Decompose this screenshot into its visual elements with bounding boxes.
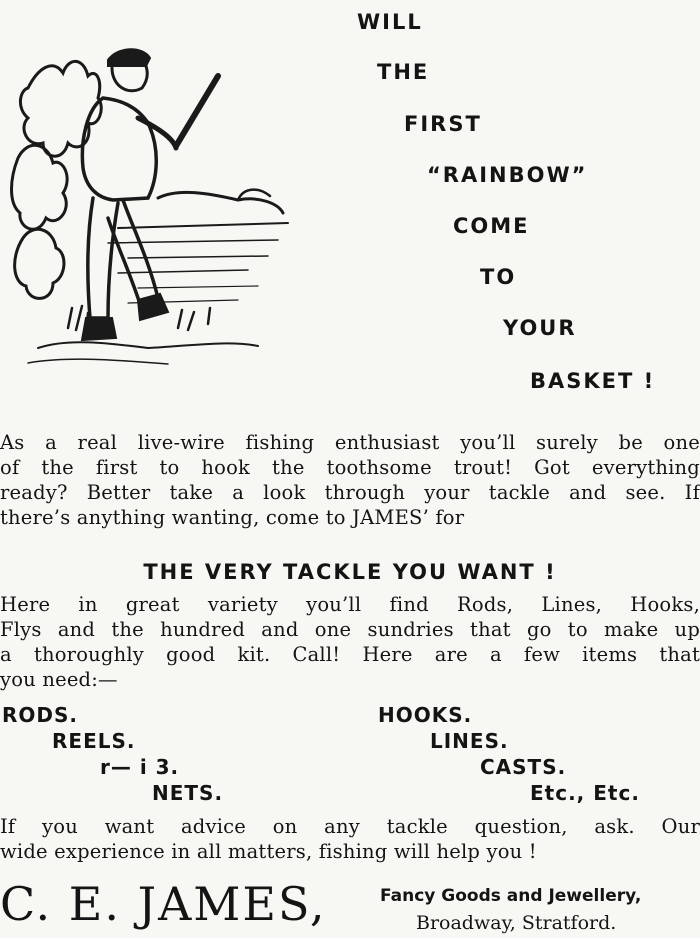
item-bags: r— i 3. xyxy=(100,755,180,779)
item-rods: RODS. xyxy=(2,703,79,727)
firm-trade: Fancy Goods and Jewellery, xyxy=(380,886,642,906)
variety-line-3: a thoroughly good kit. Call! Here are a few items that xyxy=(0,643,700,666)
headline-line-1: WILL xyxy=(357,10,423,34)
headline-line-6: TO xyxy=(480,265,517,289)
angler-illustration xyxy=(8,28,308,388)
headline-line-3: FIRST xyxy=(404,112,482,136)
headline-line-7: YOUR xyxy=(503,316,577,340)
variety-line-2: Flys and the hundred and one sundries that go to make up xyxy=(0,618,700,641)
item-etc: Etc., Etc. xyxy=(530,781,640,805)
firm-address: Broadway, Stratford. xyxy=(416,912,617,934)
intro-line-2: of the first to hook the toothsome trout! Got everything xyxy=(0,456,700,479)
variety-line-4: you need:— xyxy=(0,668,118,691)
item-reels: REELS. xyxy=(52,729,136,753)
advice-line-1: If you want advice on any tackle question, ask. Our xyxy=(0,815,700,838)
intro-line-3: ready? Better take a look through your tackle and see. If xyxy=(0,481,700,504)
variety-paragraph xyxy=(0,592,700,692)
intro-line-4: there’s anything wanting, come to JAMES’ for xyxy=(0,506,465,529)
variety-line-1: Here in great variety you’ll find Rods, Lines, Hooks, xyxy=(0,593,700,616)
item-casts: CASTS. xyxy=(480,755,567,779)
intro-paragraph xyxy=(0,430,700,530)
item-lines: LINES. xyxy=(430,729,509,753)
headline-line-8: BASKET ! xyxy=(530,369,656,393)
headline-line-4: “RAINBOW” xyxy=(427,163,588,187)
firm-name: C. E. JAMES, xyxy=(0,877,327,931)
subheadline: THE VERY TACKLE YOU WANT ! xyxy=(143,560,557,584)
headline-line-2: THE xyxy=(377,60,430,84)
item-nets: NETS. xyxy=(152,781,224,805)
intro-line-1: As a real live-wire fishing enthusiast you’ll surely be one xyxy=(0,431,700,454)
advice-line-2: wide experience in all matters, fishing will help you ! xyxy=(0,840,537,863)
headline-line-5: COME xyxy=(453,214,530,238)
item-hooks: HOOKS. xyxy=(378,703,473,727)
advice-paragraph xyxy=(0,814,700,864)
